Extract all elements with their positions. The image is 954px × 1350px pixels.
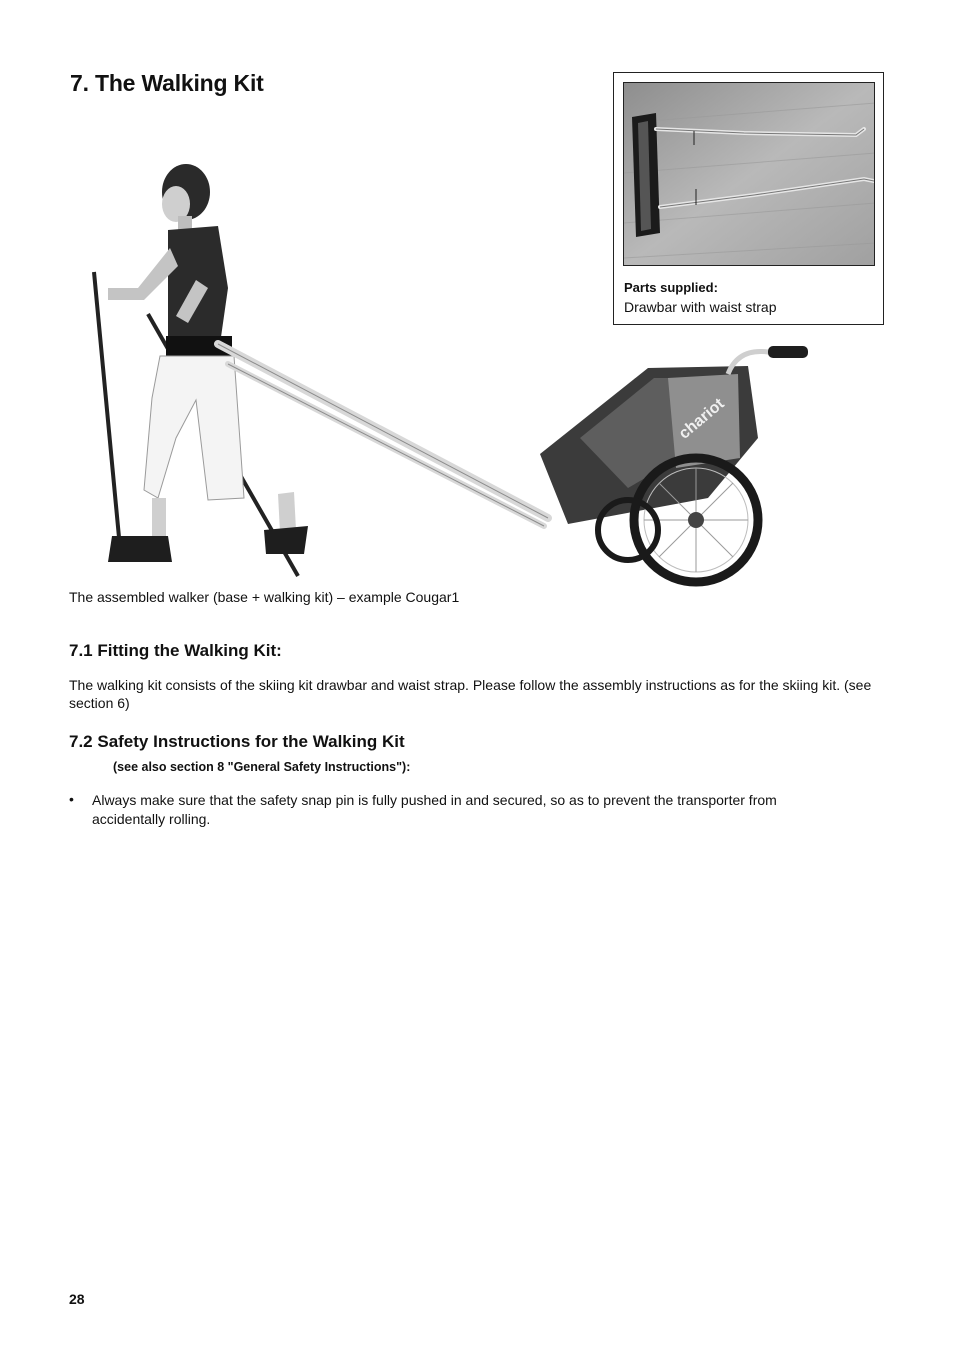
photo-caption: The assembled walker (base + walking kit) – example Cougar1 (69, 589, 460, 605)
walker-trailer-illustration (68, 138, 828, 588)
parts-supplied-label: Parts supplied: (624, 280, 718, 295)
section-heading-fitting: 7.1 Fitting the Walking Kit: (69, 641, 282, 660)
section-heading-safety: 7.2 Safety Instructions for the Walking Kit (69, 732, 405, 751)
bullet-marker: • (69, 791, 74, 807)
bullet-item: Always make sure that the safety snap pin is fully pushed in and secured, so as to prevent the transporter from accidentally rolling. (92, 792, 777, 827)
chariot-logo: chariot (675, 395, 728, 443)
parts-supplied-description: Drawbar with waist strap (624, 299, 777, 315)
page-number: 28 (69, 1291, 85, 1307)
page-title: 7. The Walking Kit (70, 70, 264, 96)
walker-trailer-photo (68, 138, 828, 588)
section-body-fitting: The walking kit consists of the skiing kit drawbar and waist strap. Please follow the assembly instructions as for the skiing kit. (see section 6) (69, 677, 872, 711)
safety-reference-note: (see also section 8 "General Safety Instructions"): (113, 760, 411, 774)
